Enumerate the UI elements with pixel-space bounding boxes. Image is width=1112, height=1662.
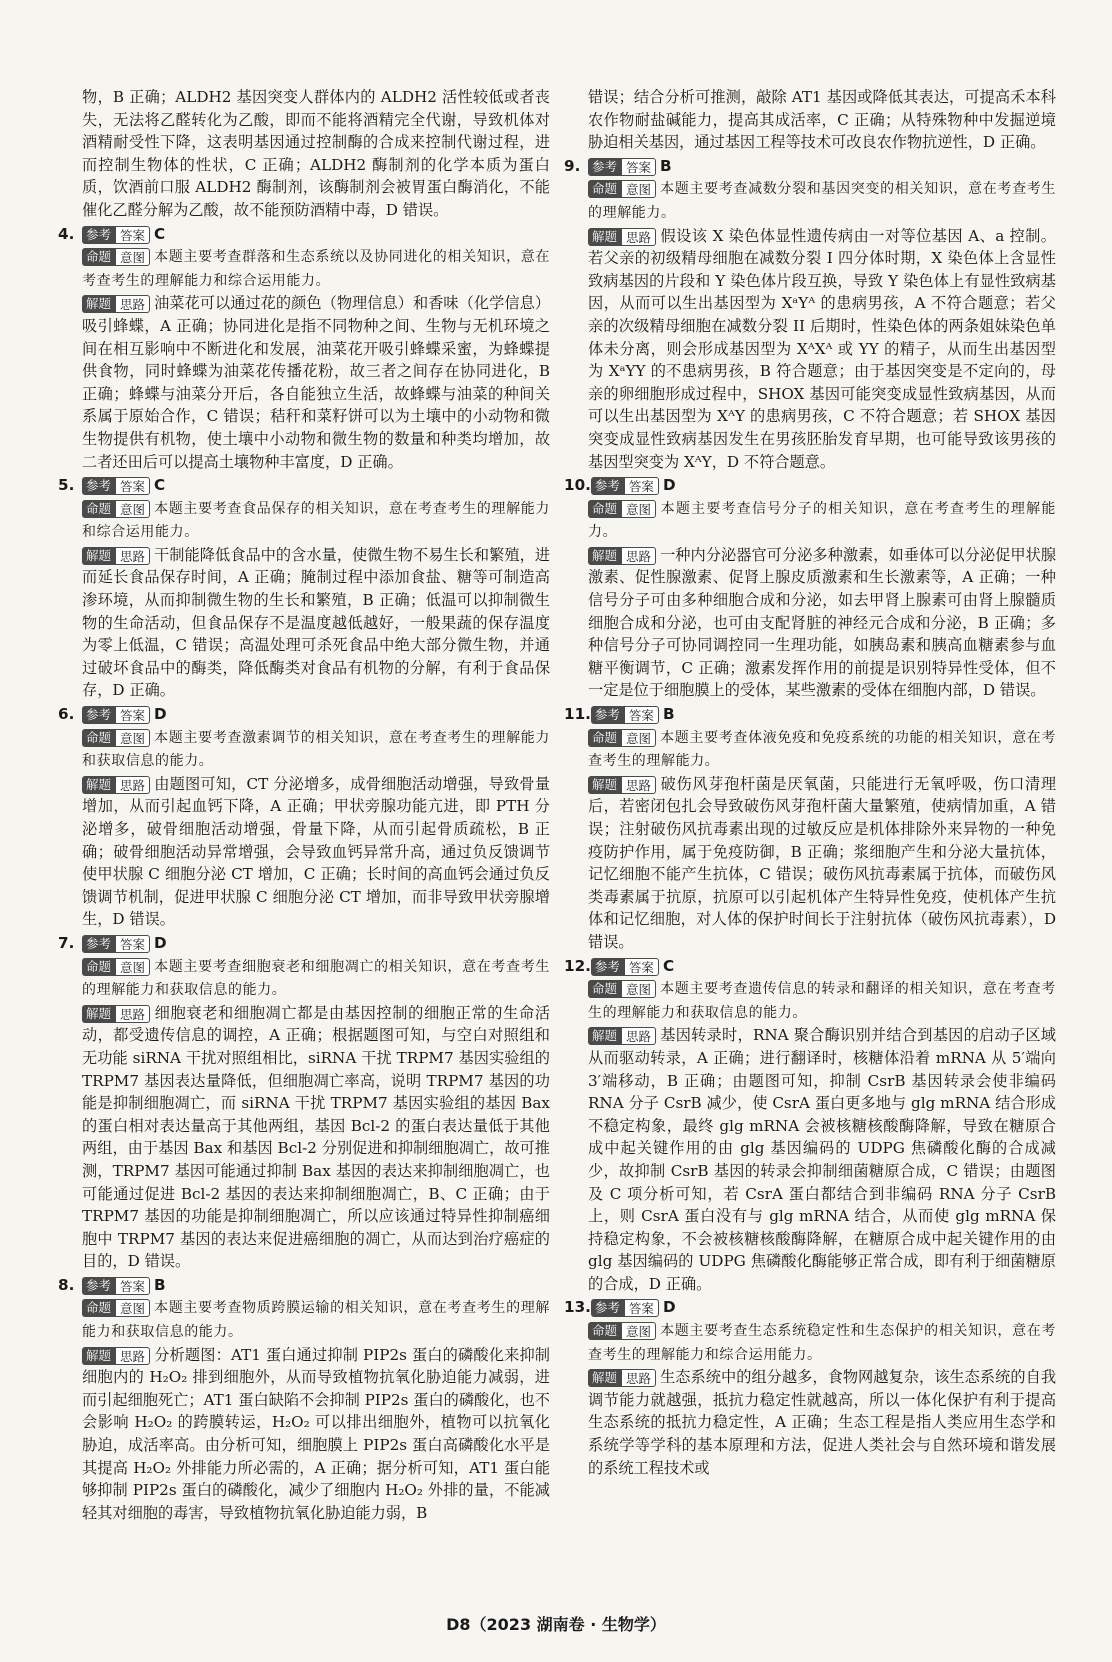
intent-tag: 命题 意图 (82, 500, 150, 518)
answer-value: D (154, 705, 167, 724)
answer-tag: 参考 答案 (82, 935, 150, 953)
question-12: 12. 参考 答案 C 命题 意图 本题主要考查遗传信息的转录和翻译的相关知识，意在考查考生的理解能力和获取信息的能力。 解题 思路 基因转录时，RNA 聚合酶识别并结合到基因的启动子区域从而驱动转录，A 正确；进行翻译时，核糖体沿着 mRNA 从 5′端向 3′端移动，B 正确；由题图可知，抑制 CsrB 基因转录会使非编码 RNA 分子 CsrB 减少，使 CsrA 蛋白更多地与 glg mRNA 结合形成不稳定构象，最终 glg mRNA 会被核糖核酸酶降解，导致在糖原合成中起关键作用的由 glg 基因编码的 UDPG 焦磷酸化酶的合成减少，故抑制 CsrB 基因的转录会抑制细菌糖原合成，C 错误；由题图及 C 项分析可知，若 CsrA 蛋白都结合到非编码 RNA 分子 CsrB 上，则 CsrA 蛋白没有与 glg mRNA 结合，从而使 glg mRNA 保持稳定构象，不会被核糖核酸酶降解，在糖原合成中起关键作用的由 glg 基因编码的 UDPG 焦磷酸化酶能够正常合成，即有利于细菌糖原的合成，D 正确。 (564, 956, 1056, 1293)
answer-tag: 参考 答案 (82, 477, 150, 495)
answer-tag: 参考 答案 (588, 158, 656, 176)
question-6: 6. 参考 答案 D 命题 意图 本题主要考查激素调节的相关知识，意在考查考生的理解能力和获取信息的能力。 解题 思路 由题图可知，CT 分泌增多，成骨细胞活动增强，导致骨量增加，从而引起血钙下降，A 正确；甲状旁腺功能亢进，即 PTH 分泌增多，破骨细胞活动增强，骨量下降，从而引起骨质疏松，B 正确；破骨细胞活动异常增强，会导致血钙异常升高，通过负反馈调节使甲状腺 C 细胞分泌 CT 增加，C 正确；长时间的高血钙会通过负反馈调节机制，促进甲状腺 C 细胞分泌 CT 增加，而非导致甲状旁腺增生，D 错误。 (58, 705, 550, 929)
question-5: 5. 参考 答案 C 命题 意图 本题主要考查食品保存的相关知识，意在考查考生的理解能力和综合运用能力。 解题 思路 干制能降低食品中的含水量，使微生物不易生长和繁殖，进而延长食品保存时间，A 正确；腌制过程中添加食盐、糖等可制造高渗环境，从而抑制微生物的生长和繁殖，B 正确；低温可以抑制微生物的生命活动，但食品保存不是温度越低越好，一般果蔬的保存温度为零上低温，C 错误；高温处理可杀死食品中绝大部分微生物，并通过破坏食品中的酶类，降低酶类对食品有机物的分解，有利于食品保存，D 正确。 (58, 476, 550, 700)
intent-tag: 命题 意图 (82, 729, 150, 747)
right-column (564, 86, 1056, 1479)
answer-value: B (154, 1275, 166, 1294)
answer-value: D (154, 933, 167, 952)
question-7: 7. 参考 答案 D 命题 意图 本题主要考查细胞衰老和细胞凋亡的相关知识，意在考查考生的理解能力和获取信息的能力。 解题 思路 细胞衰老和细胞凋亡都是由基因控制的细胞正常的生命活动，都受遗传信息的调控，A 正确；根据题图可知，与空白对照组和无功能 siRNA 干扰对照组相比，siRNA 干扰 TRPM7 基因实验组的 TRPM7 基因表达量降低，但细胞凋亡率高，说明 TRPM7 基因的功能是抑制细胞凋亡，而 siRNA 干扰 TRPM7 基因实验组的基因 Bax 的蛋白相对表达量高于其他两组，基因 Bcl-2 的蛋白表达量低于其他两组，由于基因 Bax 和基因 Bcl-2 分别促进和抑制细胞凋亡，故可推测，TRPM7 基因可能通过抑制 Bax 基因的表达来抑制细胞凋亡，也可能通过促进 Bcl-2 基因的表达来抑制细胞凋亡，B、C 正确；由于 TRPM7 基因的功能是抑制细胞凋亡，所以应该通过特异性抑制癌细胞中 TRPM7 基因的表达来促进癌细胞的凋亡，从而达到治疗癌症的目的，D 错误。 (58, 933, 550, 1271)
thinking-tag: 解题 思路 (588, 228, 656, 246)
answer-tag: 参考 答案 (82, 1277, 150, 1295)
answer-tag: 参考 答案 (591, 958, 659, 976)
intent-tag: 命题 意图 (588, 180, 656, 198)
intent-tag: 命题 意图 (82, 1299, 150, 1317)
question-4: 4. 参考 答案 C 命题 意图 本题主要考查群落和生态系统以及协同进化的相关知识，意在考查考生的理解能力和综合运用能力。 解题 思路 油菜花可以通过花的颜色（物理信息）和香味（化学信息）吸引蜂蝶，A 正确；协同进化是指不同物种之间、生物与无机环境之间在相互影响中不断进化和发展，油菜花开吸引蜂蝶采蜜，为蜂蝶提供食物，同时蜂蝶为油菜花传播花粉，故三者之间存在协同进化，B 正确；蜂蝶与油菜分开后，各自能独立生活，故蜂蝶与油菜的种间关系属于原始合作，C 错误；秸秆和菜籽饼可以为土壤中的小动物和微生物提供有机物，使土壤中小动物和微生物的数量和种类均增加，故二者还田后可以提高土壤物种丰富度，D 正确。 (58, 224, 550, 471)
intent-tag: 命题 意图 (588, 729, 656, 747)
thinking-tag: 解题 思路 (82, 1347, 150, 1365)
question-9: 9. 参考 答案 B 命题 意图 本题主要考查减数分裂和基因突变的相关知识，意在考查考生的理解能力。 解题 思路 假设该 X 染色体显性遗传病由一对等位基因 A、a 控制。若父亲的初级精母细胞在减数分裂 I 四分体时期，X 染色体上含显性致病基因的片段和 Y 染色体片段互换，导致 Y 染色体上有显性致病基因，从而可以生出基因型为 XᵃYᴬ 的患病男孩，A 不符合题意；若父亲的次级精母细胞在减数分裂 II 后期时，性染色体的两条姐妹染色单体未分离，则会形成基因型为 XᴬXᴬ 或 YY 的精子，从而生出基因型为 XᵃYY 的不患病男孩，B 符合题意；由于基因突变是不定向的，母亲的卵细胞形成过程中，SHOX 基因可能突变成显性致病基因，从而可以生出基因型为 XᴬY 的患病男孩，C 不符合题意；若 SHOX 基因突变成显性致病基因发生在男孩胚胎发育早期，也可能导致该男孩的基因型突变为 XᴬY，D 不符合题意。 (564, 156, 1056, 471)
left-intro: 物，B 正确；ALDH2 基因突变人群体内的 ALDH2 活性较低或者丧失，无法将乙醛转化为乙酸，即而不能将酒精完全代谢，导致机体对酒精耐受性下降，这表明基因通过控制酶的合成来控制代谢过程，进而控制生物体的性状，C 正确；ALDH2 酶制剂的化学本质为蛋白质，饮酒前口服 ALDH2 酶制剂，该酶制剂会被胃蛋白酶消化，不能催化乙醛分解为乙酸，故不能预防酒精中毒，D 错误。 (82, 88, 550, 219)
thinking-tag: 解题 思路 (82, 295, 150, 313)
thinking-tag: 解题 思路 (588, 776, 656, 794)
answer-tag: 参考 答案 (82, 226, 150, 244)
thinking-tag: 解题 思路 (82, 776, 150, 794)
answer-value: D (662, 476, 676, 495)
left-column (58, 86, 550, 1524)
intent-tag: 命题 意图 (588, 500, 656, 518)
intent-tag: 命题 意图 (588, 980, 656, 998)
thinking-tag: 解题 思路 (82, 1005, 150, 1023)
thinking-tag: 解题 思路 (82, 547, 150, 565)
question-8: 8. 参考 答案 B 命题 意图 本题主要考查物质跨膜运输的相关知识，意在考查考生的理解能力和获取信息的能力。 解题 思路 分析题图：AT1 蛋白通过抑制 PIP2s 蛋白的磷酸化来抑制细胞内的 H₂O₂ 排到细胞外，从而导致植物抗氧化胁迫能力减弱，进而引起细胞死亡；AT1 蛋白缺陷不会抑制 PIP2s 蛋白的磷酸化，也不会影响 H₂O₂ 的跨膜转运，H₂O₂ 可以排出细胞外，植物可以抗氧化胁迫，成活率高。由分析可知，细胞膜上 PIP2s 蛋白高磷酸化水平是其提高 H₂O₂ 外排能力所必需的，A 正确；据分析可知，AT1 蛋白能够抑制 PIP2s 蛋白的磷酸化，减少了细胞内 H₂O₂ 外排的量，不能减轻其对细胞的毒害，导致植物抗氧化胁迫能力弱，B (58, 1275, 550, 1522)
answer-value: C (154, 224, 166, 243)
answer-value: D (662, 1298, 676, 1317)
page-footer: D8（2023 湖南卷 · 生物学） (446, 1615, 666, 1634)
thinking-tag: 解题 思路 (588, 1027, 656, 1045)
answer-tag: 参考 答案 (82, 706, 150, 724)
question-13: 13. 参考 答案 D 命题 意图 本题主要考查生态系统稳定性和生态保护的相关知识，意在考查考生的理解能力和综合运用能力。 解题 思路 生态系统中的组分越多，食物网越复杂，该生态系统的自我调节能力就越强，抵抗力稳定性就越高，所以一体化保护有利于提高生态系统的抵抗力稳定性，A 正确；生态工程是指人类应用生态学和系统学等学科的基本原理和方法，促进人类社会与自然环境和谐发展的系统工程技术或 (564, 1298, 1056, 1477)
intent-tag: 命题 意图 (588, 1322, 656, 1340)
answer-value: B (662, 705, 675, 724)
intent-tag: 命题 意图 (82, 958, 150, 976)
answer-value: C (662, 956, 675, 975)
right-intro: 错误；结合分析可推测，敲除 AT1 基因或降低其表达，可提高禾本科农作物耐盐碱能力，提高其成活率，C 正确；从特殊物种中发掘逆境胁迫相关基因，通过基因工程等技术可改良农作物抗逆性，D 正确。 (588, 88, 1056, 152)
question-11: 11. 参考 答案 B 命题 意图 本题主要考查体液免疫和免疫系统的功能的相关知识，意在考查考生的理解能力。 解题 思路 破伤风芽孢杆菌是厌氧菌，只能进行无氧呼吸，伤口清理后，若密闭包扎会导致破伤风芽孢杆菌大量繁殖，使病情加重，A 错误；注射破伤风抗毒素出现的过敏反应是机体排除外来异物的一种免疫防护作用，属于免疫防御，B 正确；浆细胞产生和分泌大量抗体，记忆细胞不能产生抗体，C 错误；破伤风抗毒素属于抗体，而破伤风类毒素属于抗原，抗原可以引起机体产生特异性免疫，使机体产生抗体和记忆细胞，对人体的保护时间长于注射抗体（破伤风抗毒素），D 错误。 (564, 705, 1056, 951)
answer-tag: 参考 答案 (591, 477, 659, 495)
intent-tag: 命题 意图 (82, 248, 150, 266)
answer-value: B (660, 156, 672, 175)
question-10: 10. 参考 答案 D 命题 意图 本题主要考查信号分子的相关知识，意在考查考生的理解能力。 解题 思路 一种内分泌器官可分泌多种激素，如垂体可以分泌促甲状腺激素、促性腺激素、促肾上腺皮质激素和生长激素等，A 正确；一种信号分子可由多种细胞合成和分泌，如去甲肾上腺素可由肾上腺髓质细胞合成和分泌，也可由支配肾脏的神经元合成和分泌，B 正确；多种信号分子可协同调控同一生理功能，如胰岛素和胰高血糖素参与血糖平衡调节，C 正确；激素发挥作用的前提是识别特异性受体，但不一定是位于细胞膜上的受体，某些激素的受体在细胞内部，D 错误。 (564, 476, 1056, 700)
thinking-tag: 解题 思路 (588, 547, 656, 565)
answer-tag: 参考 答案 (591, 1299, 659, 1317)
thinking-tag: 解题 思路 (588, 1369, 656, 1387)
answer-value: C (154, 476, 166, 495)
answer-tag: 参考 答案 (591, 706, 659, 724)
